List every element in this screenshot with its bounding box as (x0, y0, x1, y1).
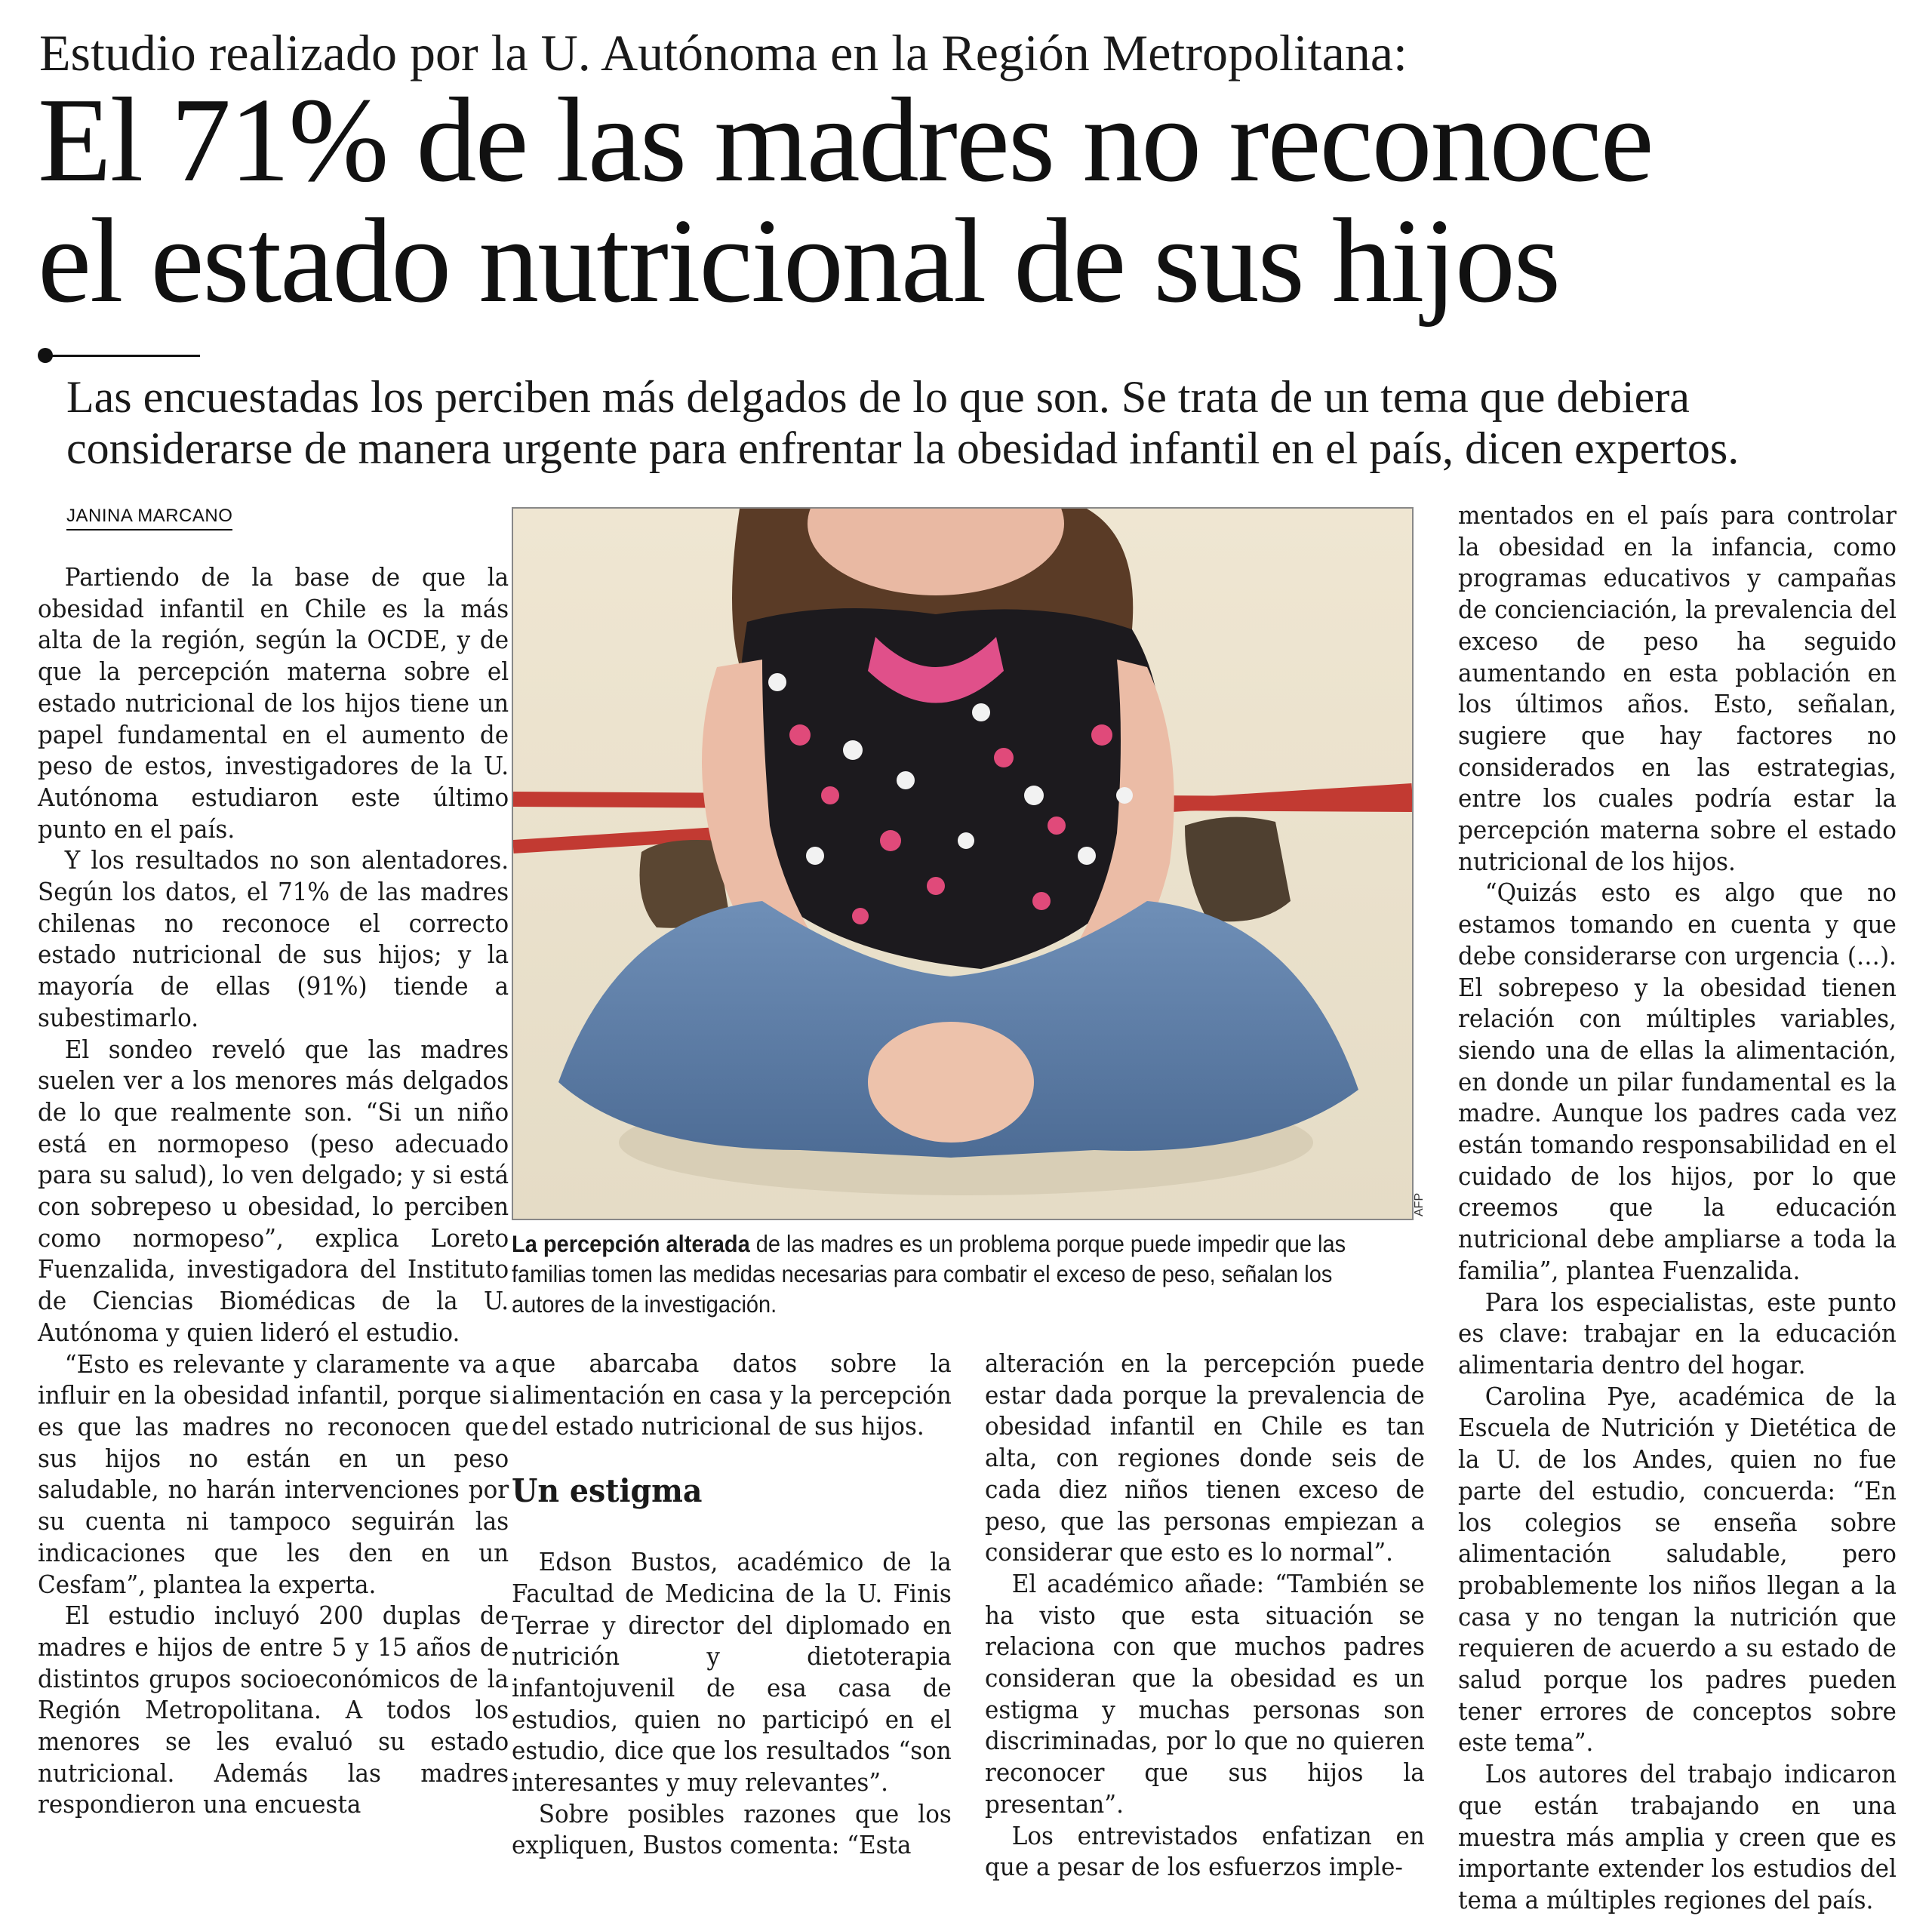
paragraph: Carolina Pye, académica de la Escuela de Nutrición y Dietética de la U. de los Andes, quien no fue parte del estudio, concuerda: “En los colegios se enseña sobre alimentación saludable, pero probablemente los niños llegan a la casa y no tengan la nutrición que requieren de acuerdo a su estado de salud porque los padres pueden tener errores de conceptos sobre este tema”. (1458, 1381, 1897, 1758)
caption-text: de las madres es un problema porque puede impedir que las familias tomen las medidas necesarias para combatir el exceso de peso, señalan los autores de la investigación. (512, 1230, 1346, 1318)
paragraph: Y los resultados no son alentadores. Según los datos, el 71% de las madres chilenas no reconoce el correcto estado nutricional de sus hijos; y la mayoría de ellas (91%) tiende a subestimarlo. (38, 845, 509, 1032)
photo-credit: AFP (1413, 1192, 1426, 1216)
headline-line-2: el estado nutricional de sus hijos (38, 193, 1560, 328)
photo-caption (512, 1229, 1386, 1319)
paragraph: Los autores del trabajo indicaron que están trabajando en una muestra más amplia y creen que es importante extender los estudios del tema a múltiples regiones del país. (1458, 1759, 1897, 1914)
column-3 (985, 1348, 1425, 1883)
deck-line-1: Las encuestadas los perciben más delgados de lo que son. Se trata de un tema que debiera (66, 372, 1690, 422)
paragraph: El estudio incluyó 200 duplas de madres e hijos de entre 5 y 15 años de distintos grupos socioeconómicos de la Región Metropolitana. A todos los menores se les evaluó su estado nutricional. Además las madres respondieron una encuesta (38, 1601, 509, 1819)
paragraph: “Quizás esto es algo que no estamos tomando en cuenta y que debe considerarse con urgencia (…). El sobrepeso y la obesidad tienen relación con múltiples variables, siendo una de ellas la alimentación, en donde un pilar fundamental es la madre. Aunque los padres cada vez están tomando responsabilidad en el cuidado de los hijos, por lo que creemos que la educación nutricional debe ampliarse a toda la familia”, plantea Fuenzalida. (1458, 878, 1897, 1285)
paragraph: El sondeo reveló que las madres suelen ver a los menores más delgados de lo que realmente son. “Si un niño está en normopeso (peso adecuado para su salud), lo ven delgado; y si está con sobrepeso u obesidad, lo perciben como normopeso”, explica Loreto Fuenzalida, investigadora del Instituto de Ciencias Biomédicas de la U. Autónoma y quien lideró el estudio. (38, 1034, 509, 1347)
kicker: Estudio realizado por la U. Autónoma en la Región Metropolitana: (39, 24, 1407, 81)
column-1 (38, 561, 509, 1867)
headline-line-1: El 71% de las madres no reconoce (38, 72, 1653, 207)
paragraph: que abarcaba datos sobre la alimentación en casa y la percepción del estado nutricional de sus hijos. (512, 1349, 952, 1441)
column-4 (1458, 500, 1897, 1916)
paragraph: Los entrevistados enfatizan en que a pesar de los esfuerzos imple- (985, 1820, 1425, 1882)
caption-lead: La percepción alterada (512, 1230, 750, 1257)
paragraph: Partiendo de la base de que la obesidad infantil en Chile es la más alta de la región, según la OCDE, y de que la percepción materna sobre el estado nutricional de los hijos tiene un papel fundamental en el aumento de peso de estos, investigadores de la U. Autónoma estudiaron este último punto en el país. (38, 562, 509, 844)
paragraph: Edson Bustos, académico de la Facultad de Medicina de la U. Finis Terrae y director del diplomado en nutrición y dietoterapia infantojuvenil de esa casa de estudios, quien no participó en el estudio, dice que los resultados “son interesantes y muy relevantes”. (512, 1547, 952, 1798)
paragraph: Para los especialistas, este punto es clave: trabajar en la educación alimentaria dentro del hogar. (1458, 1287, 1897, 1379)
paragraph: mentados en el país para controlar la obesidad en la infancia, como programas educativos y campañas de concienciación, la prevalencia del exceso de peso ha seguido aumentando en esta población en los últimos años. Esto, señalan, sugiere que hay factores no considerados en las estrategias, entre los cuales podría estar la percepción materna sobre el estado nutricional de los hijos. (1458, 500, 1897, 876)
paragraph: “Esto es relevante y claramente va a influir en la obesidad infantil, porque si es que las madres no reconocen que sus hijos no están en un peso saludable, no harán intervenciones por su cuenta ni tampoco seguirán las indicaciones que les den en un Cesfam”, plantea la experta. (38, 1349, 509, 1599)
deck (66, 371, 1908, 474)
column-2 (512, 1348, 952, 1861)
paragraph: El académico añade: “También se ha visto que esta situación se relaciona con que muchos padres consideran que la obesidad es un estigma y muchas personas son discriminadas, por lo que no quieren reconocer que sus hijos la presentan”. (985, 1568, 1425, 1819)
news-photo (512, 507, 1414, 1220)
deck-line-2: considerarse de manera urgente para enfrentar la obesidad infantil en el país, dicen expertos. (66, 423, 1740, 473)
paragraph: alteración en la percepción puede estar dada porque la prevalencia de obesidad infantil en Chile es tan alta, con regiones donde seis de cada diez niños tienen exceso de peso, que las personas empiezan a considerar que esto es lo normal”. (985, 1349, 1425, 1567)
headline (38, 72, 1909, 328)
subheading: Un estigma (512, 1472, 703, 1510)
paragraph: Sobre posibles razones que los expliquen, Bustos comenta: “Esta (512, 1798, 952, 1860)
rule-line (45, 355, 200, 357)
byline: JANINA MARCANO (66, 506, 232, 531)
